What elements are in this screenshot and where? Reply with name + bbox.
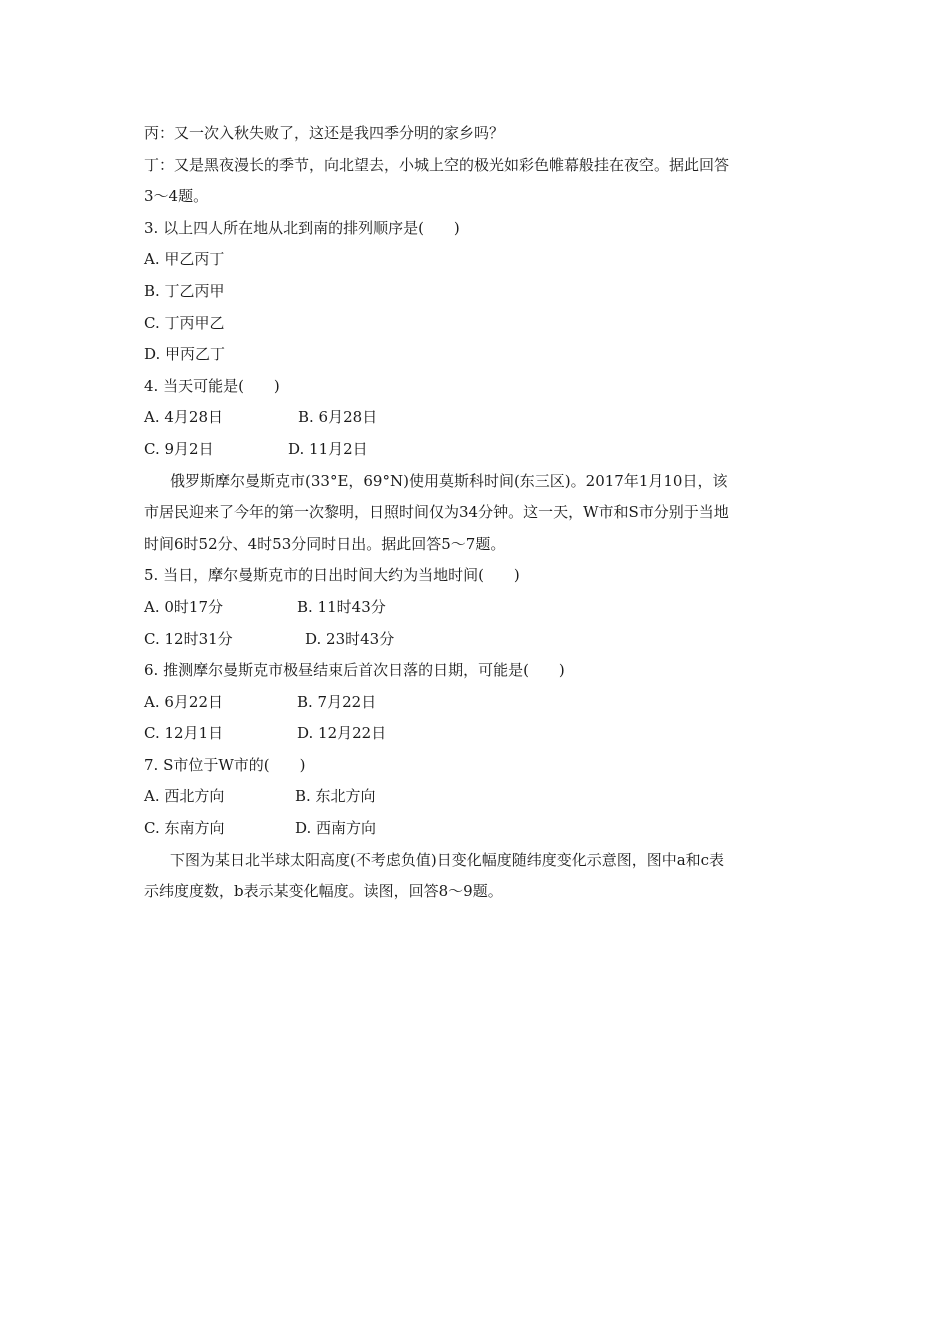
question-7-stem: 7. S市位于W市的( ) [144,755,306,774]
question-7-option-a: A. 西北方向 [144,787,225,806]
passage-figure-line-1: 下图为某日北半球太阳高度(不考虑负值)日变化幅度随纬度变化示意图，图中a和c表 [170,850,725,869]
question-6-options-row-2 [144,718,810,750]
question-4-option-c: C. 9月2日 [144,439,214,458]
question-6-option-c: C. 12月1日 [144,724,224,743]
question-5-option-c: C. 12时31分 [144,629,233,648]
question-3-option-d: D. 甲丙乙丁 [144,345,226,364]
question-7-options-row-2 [144,813,810,845]
question-7-option-c: C. 东南方向 [144,819,225,838]
question-5-option-d: D. 23时43分 [305,629,395,648]
question-5-options-row-2 [144,624,810,656]
question-3-option-c: C. 丁丙甲乙 [144,313,225,332]
question-4-options-row-2 [144,434,810,466]
passage-bing: 丙：又一次入秋失败了，这还是我四季分明的家乡吗？ [144,124,505,142]
question-4-stem: 4. 当天可能是( ) [144,376,280,395]
question-4-option-a: A. 4月28日 [144,408,223,427]
question-5-option-a: A. 0时17分 [144,597,223,616]
question-3-option-a: A. 甲乙丙丁 [144,250,225,269]
question-7-option-d: D. 西南方向 [295,819,377,838]
passage-figure-line-2: 示纬度度数，b表示某变化幅度。读图，回答8～9题。 [144,882,503,901]
question-4-options-row-1 [144,402,810,434]
question-7-option-b: B. 东北方向 [295,787,376,806]
question-6-stem: 6. 推测摩尔曼斯克市极昼结束后首次日落的日期，可能是( ) [144,661,565,680]
passage-murmansk-line-2: 市居民迎来了今年的第一次黎明，日照时间仅为34分钟。这一天，W市和S市分别于当地 [144,503,729,522]
question-6-options-row-1 [144,687,810,719]
passage-ding-line-2: 3～4题。 [144,187,209,206]
question-6-option-a: A. 6月22日 [144,692,223,711]
question-5-option-b: B. 11时43分 [297,597,386,616]
question-5-options-row-1 [144,592,810,624]
question-7-options-row-1 [144,781,810,813]
question-3-stem: 3. 以上四人所在地从北到南的排列顺序是( ) [144,218,460,237]
passage-murmansk-line-3: 时间6时52分、4时53分同时日出。据此回答5～7题。 [144,534,506,553]
passage-murmansk-line-1: 俄罗斯摩尔曼斯克市(33°E，69°N)使用莫斯科时间(东三区)。2017年1月10日，该 [170,471,728,490]
document-page [144,118,810,908]
question-5-stem: 5. 当日，摩尔曼斯克市的日出时间大约为当地时间( ) [144,566,520,585]
question-4-option-b: B. 6月28日 [298,408,378,427]
question-6-option-b: B. 7月22日 [297,692,377,711]
question-3-option-b: B. 丁乙丙甲 [144,281,225,300]
passage-ding-line-1: 丁：又是黑夜漫长的季节，向北望去，小城上空的极光如彩色帷幕般挂在夜空。据此回答 [144,155,730,174]
question-4-option-d: D. 11月2日 [288,439,368,458]
question-6-option-d: D. 12月22日 [297,724,387,743]
